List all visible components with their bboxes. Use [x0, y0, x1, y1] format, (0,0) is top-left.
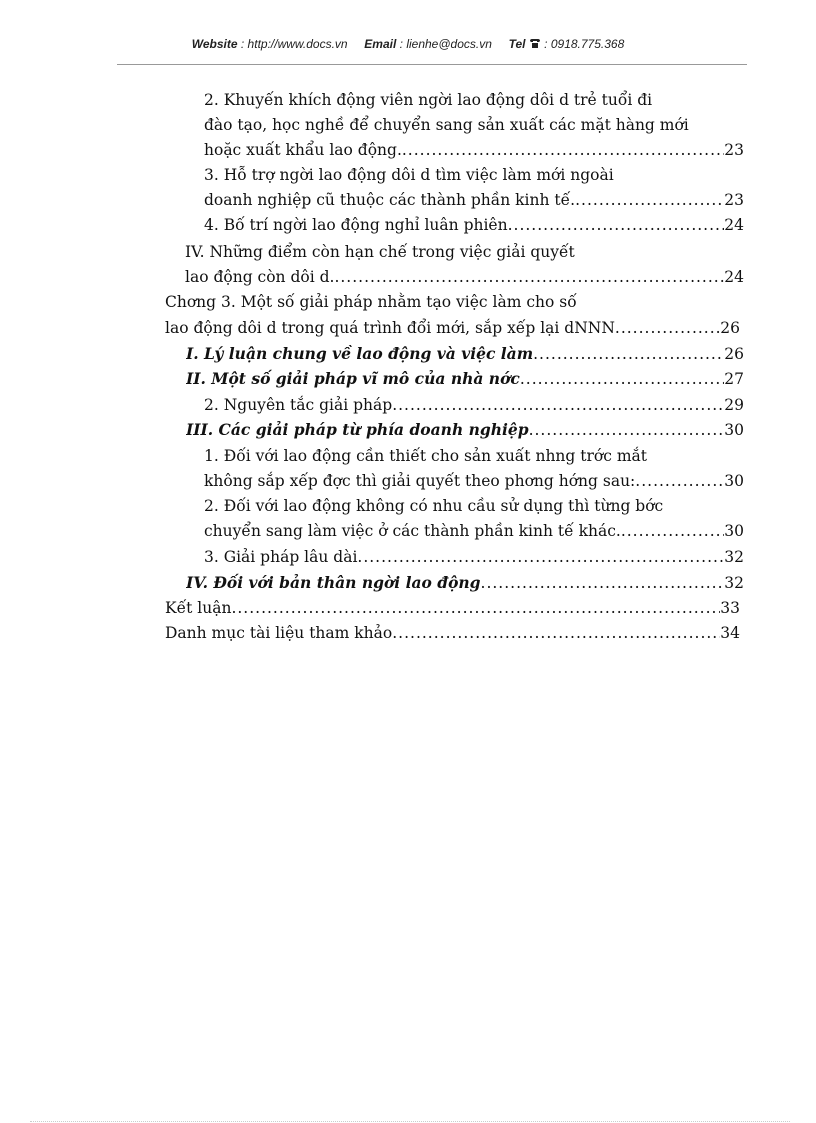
toc-entry-8[interactable]: [204, 394, 744, 416]
toc-entry-5[interactable]: [165, 317, 740, 339]
footer-divider: [30, 1121, 790, 1122]
toc-entry-12-text: 3. Giải pháp lâu dài: [204, 548, 358, 566]
toc-entry-13[interactable]: [186, 572, 744, 594]
toc-entry-10-line-2: không sắp xếp đợc thì giải quyết theo phơng hớng sau:: [204, 472, 636, 490]
toc-entry-1[interactable]: [204, 139, 744, 161]
toc-entry-4-line-2: lao động còn dôi d.: [185, 268, 335, 286]
leader-dots: [529, 419, 725, 441]
leader-dots: [481, 572, 725, 594]
header-divider: [117, 64, 747, 65]
email-label: Email: [364, 37, 397, 51]
page-number: 23: [724, 191, 744, 209]
leader-dots: [357, 546, 724, 568]
leader-dots: [231, 597, 720, 619]
leader-dots: [635, 470, 724, 492]
toc-entry-10-line-1: 1. Đối với lao động cần thiết cho sản xuất nhng trớc mắt: [204, 447, 648, 465]
page-header: [0, 37, 816, 51]
toc-entry-9[interactable]: [186, 419, 744, 441]
toc-entry-4-line-1: IV. Những điểm còn hạn chế trong việc giải quyết: [185, 243, 575, 261]
toc-entry-3-text: 4. Bố trí ngời lao động nghỉ luân phiên: [204, 216, 508, 234]
website-label: Website: [191, 37, 238, 51]
page-number: 32: [724, 574, 744, 592]
toc-entry-11[interactable]: [204, 520, 744, 542]
toc-entry-3[interactable]: [204, 214, 744, 236]
page-number: 24: [724, 216, 744, 234]
leader-dots: [508, 214, 725, 236]
leader-dots: [392, 394, 724, 416]
toc-entry-6-text: I. Lý luận chung về lao động và việc làm: [186, 344, 534, 363]
page-number: 23: [724, 141, 744, 159]
toc-entry-14[interactable]: [165, 597, 740, 619]
toc-entry-9-text: III. Các giải pháp từ phía doanh nghiệp: [186, 420, 529, 439]
leader-dots: [621, 520, 724, 542]
page-number: 30: [724, 472, 744, 490]
leader-dots: [615, 317, 720, 339]
tel-label: Tel: [508, 37, 526, 51]
toc-entry-5-line-1: Chơng 3. Một số giải pháp nhằm tạo việc làm cho số: [165, 293, 577, 311]
leader-dots: [533, 343, 724, 365]
toc-entry-2-line-2: doanh nghiệp cũ thuộc các thành phần kinh tế.: [204, 191, 576, 209]
toc-entry-7-text: II. Một số giải pháp vĩ mô của nhà nớc: [186, 369, 520, 388]
toc-entry-5-line-2: lao động dôi d trong quá trình đổi mới, sắp xếp lại dNNN: [165, 319, 615, 337]
page-number: 30: [724, 522, 744, 540]
email-link[interactable]: : lienhe@docs.vn: [399, 37, 492, 51]
toc-entry-15-text: Danh mục tài liệu tham khảo: [165, 624, 393, 642]
toc-entry-12[interactable]: [204, 546, 744, 568]
page-number: 26: [724, 345, 744, 363]
toc-entry-8-text: 2. Nguyên tắc giải pháp: [204, 396, 393, 414]
leader-dots: [402, 139, 724, 161]
leader-dots: [575, 189, 724, 211]
toc-entry-11-line-1: 2. Đối với lao động không có nhu cầu sử dụng thì từng bớc: [204, 497, 664, 515]
toc-entry-6[interactable]: [186, 343, 744, 365]
page-number: 24: [724, 268, 744, 286]
page-number: 32: [724, 548, 744, 566]
page-number: 34: [720, 624, 740, 642]
toc-entry-1-line-3: hoặc xuất khẩu lao động.: [204, 141, 402, 159]
page-number: 26: [720, 319, 740, 337]
website-link[interactable]: : http://www.docs.vn: [240, 37, 348, 51]
toc-entry-4[interactable]: [185, 266, 744, 288]
toc-entry-13-text: IV. Đối với bản thân ngời lao động: [186, 573, 481, 592]
toc-entry-10[interactable]: [204, 470, 744, 492]
leader-dots: [334, 266, 724, 288]
leader-dots: [392, 622, 720, 644]
page-number: 30: [724, 421, 744, 439]
tel-value: : 0918.775.368: [544, 37, 625, 51]
page-number: 33: [720, 599, 740, 617]
leader-dots: [520, 368, 724, 390]
toc-entry-2[interactable]: [204, 189, 744, 211]
page-number: 27: [724, 370, 744, 388]
toc-entry-2-line-1: 3. Hỗ trợ ngời lao động dôi d tìm việc làm mới ngoài: [204, 166, 614, 184]
toc-entry-1-line-2: đào tạo, học nghề để chuyển sang sản xuất các mặt hàng mới: [204, 116, 689, 134]
toc-entry-15[interactable]: [165, 622, 740, 644]
toc-entry-1-line-1: 2. Khuyến khích động viên ngời lao động dôi d trẻ tuổi đi: [204, 91, 653, 109]
toc-entry-7[interactable]: [186, 368, 744, 390]
toc-entry-14-text: Kết luận: [165, 599, 232, 617]
page-number: 29: [724, 396, 744, 414]
toc-entry-11-line-2: chuyển sang làm việc ở các thành phần kinh tế khác.: [204, 522, 621, 540]
phone-icon: [529, 38, 541, 49]
